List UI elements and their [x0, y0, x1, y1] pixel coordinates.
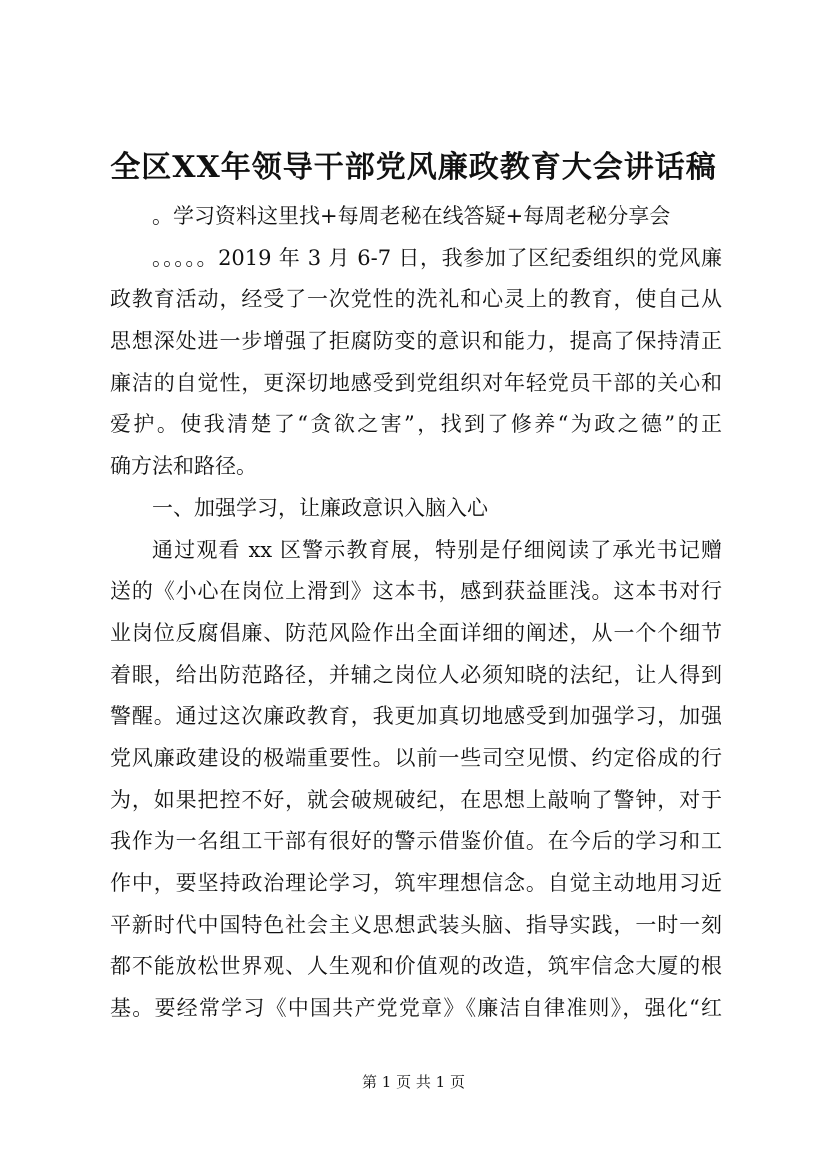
body-line: 基。要经常学习《中国共产党党章》《廉洁自律准则》，强化“红 — [110, 996, 722, 1021]
body-line: 都不能放松世界观、人生观和价值观的改造，筑牢信念大厦的根 — [110, 954, 722, 979]
body-line: 作中，要坚持政治理论学习，筑牢理想信念。自觉主动地用习近 — [110, 871, 722, 895]
body-line: 党风廉政建设的极端重要性。以前一些司空见惯、约定俗成的行 — [110, 745, 722, 770]
body-line: 我作为一名组工干部有很好的警示借鉴价值。在今后的学习和工 — [110, 829, 722, 854]
body-line: 警醒。通过这次廉政教育，我更加真切地感受到加强学习，加强 — [110, 704, 722, 729]
document-title: 全区XX年领导干部党风廉政教育大会讲话稿 — [110, 150, 717, 185]
body-line: 业岗位反腐倡廉、防范风险作出全面详细的阐述，从一个个细节 — [110, 620, 722, 645]
body-line: 思想深处进一步增强了拒腐防变的意识和能力，提高了保持清正 — [110, 329, 722, 354]
body-line: 爱护。使我清楚了“贪欲之害”，找到了修养“为政之德”的正 — [110, 412, 722, 437]
body-line: 确方法和路径。 — [110, 454, 257, 479]
body-line: 着眼，给出防范路径，并辅之岗位人必须知晓的法纪，让人得到 — [110, 662, 722, 687]
section-heading: 一、加强学习，让廉政意识入脑入心 — [152, 495, 488, 520]
body-line: 廉洁的自觉性，更深切地感受到党组织对年轻党员干部的关心和 — [110, 370, 722, 395]
document-body — [110, 196, 722, 1030]
body-line: 为，如果把控不好，就会破规破纪，在思想上敲响了警钟，对于 — [110, 787, 722, 812]
body-line: 通过观看 xx 区警示教育展，特别是仔细阅读了承光书记赠 — [152, 537, 722, 562]
body-line: 送的《小心在岗位上滑到》这本书，感到获益匪浅。这本书对行 — [110, 579, 722, 604]
body-line: 政教育活动，经受了一次党性的洗礼和心灵上的教育，使自己从 — [110, 287, 722, 312]
body-line: 平新时代中国特色社会主义思想武装头脑、指导实践，一时一刻 — [110, 912, 722, 937]
page-footer: 第 1 页 共 1 页 — [362, 1073, 465, 1091]
body-line: 。。。。。2019 年 3 月 6-7 日，我参加了区纪委组织的党风廉 — [152, 245, 722, 270]
body-line: 。学习资料这里找+每周老秘在线答疑+每周老秘分享会 — [152, 204, 671, 228]
